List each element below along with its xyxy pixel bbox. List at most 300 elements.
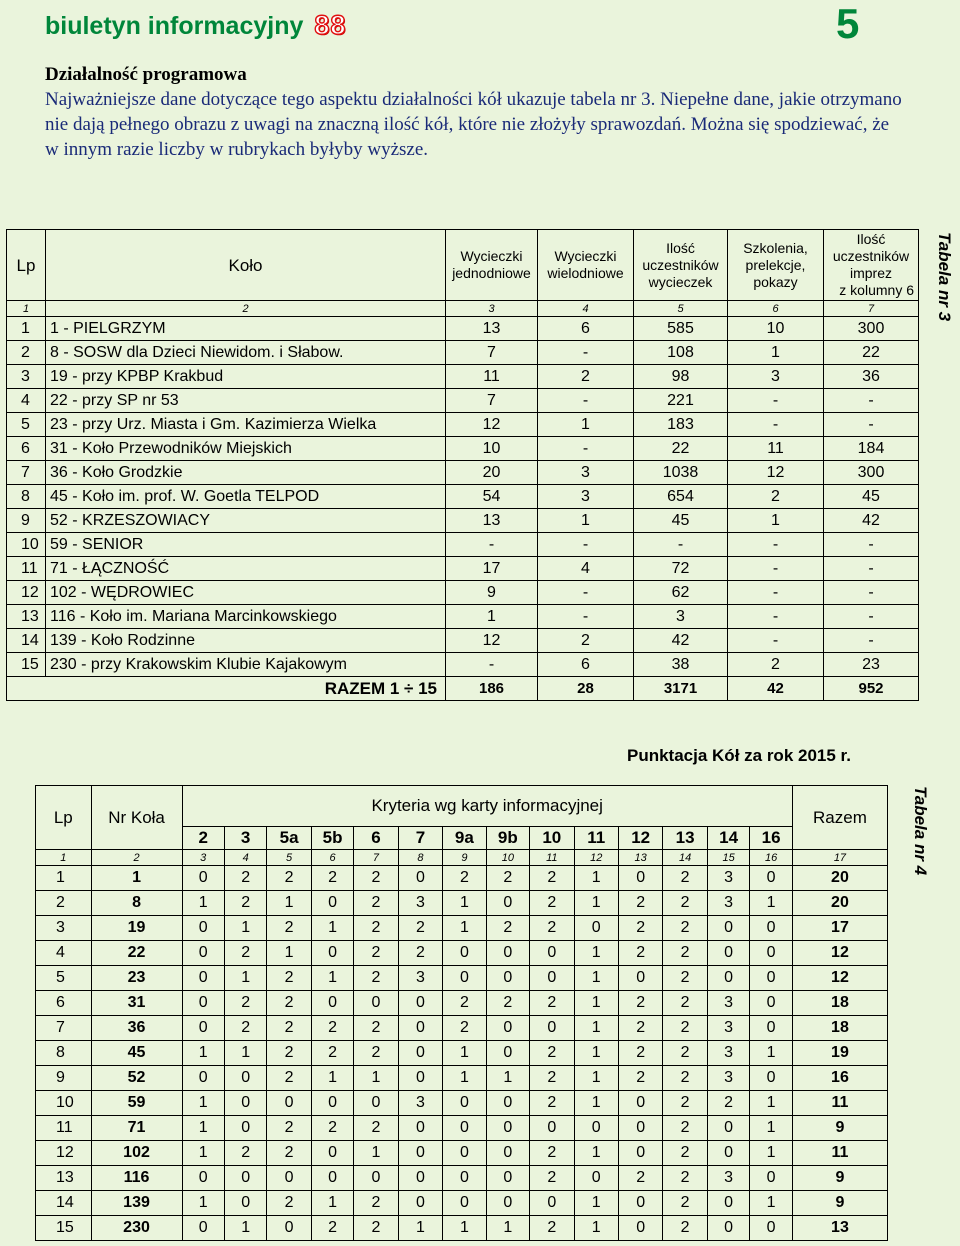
column-number-cell: 10 bbox=[486, 850, 529, 866]
criteria-column-header: 12 bbox=[618, 827, 662, 850]
score-cell: 0 bbox=[267, 1166, 311, 1191]
value-cell: 38 bbox=[634, 653, 728, 677]
value-cell: - bbox=[824, 581, 919, 605]
score-cell: 0 bbox=[707, 1216, 749, 1241]
table-row bbox=[36, 916, 888, 941]
criteria-column-header: 6 bbox=[354, 827, 398, 850]
value-cell: - bbox=[824, 413, 919, 437]
club-name-cell: 59 - SENIOR bbox=[46, 533, 446, 557]
table-4-side-label: Tabela nr 4 bbox=[911, 786, 930, 876]
score-cell: 2 bbox=[663, 1216, 707, 1241]
score-cell: 0 bbox=[618, 1216, 662, 1241]
score-cell: 2 bbox=[618, 916, 662, 941]
table-row bbox=[36, 1041, 888, 1066]
value-cell: 3 bbox=[634, 605, 728, 629]
score-cell: 0 bbox=[182, 966, 224, 991]
table-row bbox=[7, 461, 919, 485]
criteria-column-header: 10 bbox=[530, 827, 574, 850]
score-cell: 2 bbox=[398, 916, 442, 941]
score-cell: 2 bbox=[663, 1041, 707, 1066]
score-cell: 2 bbox=[663, 1166, 707, 1191]
score-cell: 2 bbox=[443, 866, 486, 891]
table-row bbox=[36, 1216, 888, 1241]
value-cell: 654 bbox=[634, 485, 728, 509]
score-cell: 0 bbox=[224, 1066, 266, 1091]
sum-cell: 9 bbox=[792, 1191, 887, 1216]
club-number-cell: 230 bbox=[91, 1216, 182, 1241]
row-number-cell: 3 bbox=[7, 365, 46, 389]
row-number-cell: 2 bbox=[36, 891, 92, 916]
score-cell: 0 bbox=[354, 1091, 398, 1116]
score-cell: 0 bbox=[707, 916, 749, 941]
row-number-cell: 10 bbox=[36, 1091, 92, 1116]
value-cell: 72 bbox=[634, 557, 728, 581]
score-cell: 2 bbox=[267, 1141, 311, 1166]
row-number-cell: 3 bbox=[36, 916, 92, 941]
score-cell: 0 bbox=[224, 1091, 266, 1116]
table-row bbox=[7, 653, 919, 677]
value-cell: - bbox=[824, 557, 919, 581]
score-cell: 1 bbox=[182, 1191, 224, 1216]
score-cell: 0 bbox=[182, 1216, 224, 1241]
score-cell: 1 bbox=[750, 1116, 793, 1141]
club-number-cell: 19 bbox=[91, 916, 182, 941]
score-cell: 2 bbox=[663, 1066, 707, 1091]
column-number-cell: 11 bbox=[530, 850, 574, 866]
score-cell: 2 bbox=[267, 991, 311, 1016]
column-number-cell: 1 bbox=[7, 301, 46, 317]
row-number-cell: 6 bbox=[36, 991, 92, 1016]
value-cell: 11 bbox=[728, 437, 824, 461]
sum-cell: 12 bbox=[792, 941, 887, 966]
score-cell: 0 bbox=[443, 1141, 486, 1166]
column-number-cell: 7 bbox=[824, 301, 919, 317]
table-row bbox=[7, 509, 919, 533]
value-cell: 42 bbox=[824, 509, 919, 533]
column-number-cell: 8 bbox=[398, 850, 442, 866]
value-cell: 10 bbox=[728, 317, 824, 341]
column-number-cell: 5 bbox=[634, 301, 728, 317]
club-number-cell: 139 bbox=[91, 1191, 182, 1216]
score-cell: 0 bbox=[486, 1191, 529, 1216]
table-4-column-numbers bbox=[36, 850, 888, 866]
score-cell: 0 bbox=[354, 1166, 398, 1191]
score-cell: 0 bbox=[750, 916, 793, 941]
value-cell: - bbox=[538, 605, 634, 629]
row-number-cell: 5 bbox=[36, 966, 92, 991]
sum-cell: 18 bbox=[792, 991, 887, 1016]
score-cell: 1 bbox=[574, 866, 618, 891]
score-cell: 1 bbox=[224, 1041, 266, 1066]
value-cell: 13 bbox=[446, 509, 538, 533]
criteria-column-header: 13 bbox=[663, 827, 707, 850]
score-cell: 2 bbox=[530, 1091, 574, 1116]
score-cell: 1 bbox=[574, 966, 618, 991]
score-cell: 1 bbox=[443, 916, 486, 941]
score-cell: 1 bbox=[574, 1141, 618, 1166]
score-cell: 2 bbox=[530, 1041, 574, 1066]
score-cell: 0 bbox=[182, 1166, 224, 1191]
value-cell: 585 bbox=[634, 317, 728, 341]
row-number-cell: 5 bbox=[7, 413, 46, 437]
row-number-cell: 1 bbox=[7, 317, 46, 341]
score-cell: 3 bbox=[398, 891, 442, 916]
value-cell: 62 bbox=[634, 581, 728, 605]
score-cell: 2 bbox=[443, 1016, 486, 1041]
score-cell: 0 bbox=[574, 1116, 618, 1141]
bulletin-title-text: biuletyn informacyjny bbox=[45, 12, 304, 40]
value-cell: 6 bbox=[538, 653, 634, 677]
lp-header: Lp bbox=[36, 786, 92, 850]
score-cell: 0 bbox=[618, 1141, 662, 1166]
score-cell: 2 bbox=[530, 891, 574, 916]
value-cell: 221 bbox=[634, 389, 728, 413]
club-name-cell: 22 - przy SP nr 53 bbox=[46, 389, 446, 413]
score-cell: 2 bbox=[663, 1016, 707, 1041]
column-number-cell: 3 bbox=[182, 850, 224, 866]
club-number-cell: 116 bbox=[91, 1166, 182, 1191]
score-cell: 2 bbox=[663, 891, 707, 916]
sum-cell: 13 bbox=[792, 1216, 887, 1241]
score-cell: 0 bbox=[398, 1166, 442, 1191]
club-name-cell: 1 - PIELGRZYM bbox=[46, 317, 446, 341]
club-number-cell: 23 bbox=[91, 966, 182, 991]
score-cell: 0 bbox=[398, 991, 442, 1016]
sum-cell: 9 bbox=[792, 1116, 887, 1141]
row-number-cell: 11 bbox=[7, 557, 46, 581]
table-row bbox=[36, 866, 888, 891]
score-cell: 0 bbox=[398, 866, 442, 891]
value-cell: - bbox=[728, 581, 824, 605]
score-cell: 0 bbox=[530, 1191, 574, 1216]
column-number-cell: 7 bbox=[354, 850, 398, 866]
score-cell: 1 bbox=[398, 1216, 442, 1241]
page-number: 5 bbox=[836, 0, 860, 47]
score-cell: 2 bbox=[354, 916, 398, 941]
value-cell: 42 bbox=[634, 629, 728, 653]
score-cell: 1 bbox=[311, 1191, 353, 1216]
row-number-cell: 14 bbox=[7, 629, 46, 653]
score-cell: 0 bbox=[574, 1166, 618, 1191]
row-number-cell: 9 bbox=[36, 1066, 92, 1091]
table-3-header-note: z kolumny 6 bbox=[839, 282, 914, 298]
row-number-cell: 15 bbox=[7, 653, 46, 677]
score-cell: 2 bbox=[663, 1191, 707, 1216]
row-number-cell: 13 bbox=[36, 1166, 92, 1191]
score-cell: 1 bbox=[750, 1041, 793, 1066]
score-cell: 0 bbox=[486, 1016, 529, 1041]
column-number-cell: 6 bbox=[311, 850, 353, 866]
table-3-header-cell bbox=[538, 230, 634, 301]
table-3-header-text: Wycieczki wielodniowe bbox=[547, 248, 624, 281]
score-cell: 0 bbox=[618, 1191, 662, 1216]
column-number-cell: 9 bbox=[443, 850, 486, 866]
table-3-header-cell bbox=[728, 230, 824, 301]
score-cell: 1 bbox=[574, 1016, 618, 1041]
score-cell: 2 bbox=[530, 866, 574, 891]
score-cell: 0 bbox=[267, 1216, 311, 1241]
score-cell: 1 bbox=[311, 1066, 353, 1091]
score-cell: 0 bbox=[398, 1116, 442, 1141]
score-cell: 2 bbox=[267, 1191, 311, 1216]
score-cell: 2 bbox=[663, 991, 707, 1016]
score-cell: 0 bbox=[182, 916, 224, 941]
score-cell: 1 bbox=[354, 1141, 398, 1166]
value-cell: 23 bbox=[824, 653, 919, 677]
table-3-header-text: Ilość uczestników wycieczek bbox=[642, 239, 719, 290]
score-cell: 3 bbox=[707, 1016, 749, 1041]
score-cell: 2 bbox=[707, 1091, 749, 1116]
score-cell: 3 bbox=[398, 1091, 442, 1116]
score-cell: 0 bbox=[398, 1141, 442, 1166]
table-3-header-text: Ilość uczestników imprez bbox=[832, 231, 910, 281]
score-cell: 2 bbox=[618, 1016, 662, 1041]
score-cell: 2 bbox=[224, 866, 266, 891]
value-cell: - bbox=[538, 341, 634, 365]
club-name-cell: 139 - Koło Rodzinne bbox=[46, 629, 446, 653]
score-cell: 1 bbox=[224, 916, 266, 941]
score-cell: 0 bbox=[182, 941, 224, 966]
score-cell: 0 bbox=[398, 1191, 442, 1216]
table-row bbox=[36, 1091, 888, 1116]
score-cell: 3 bbox=[707, 1041, 749, 1066]
intro-paragraph: Najważniejsze dane dotyczące tego aspektu działalności kół ukazuje tabela nr 3. Niepełne dane, jakie otrzymano nie dają pełnego obrazu z uwagi na znaczną ilość kół, które nie złożyły sprawozdań. Można się spodziewać, że w innym razie liczby w rubrykach byłyby wyższe. bbox=[45, 89, 902, 160]
total-value-cell: 952 bbox=[824, 677, 919, 701]
table-row bbox=[36, 991, 888, 1016]
club-number-cell: 22 bbox=[91, 941, 182, 966]
score-cell: 0 bbox=[574, 916, 618, 941]
value-cell: 2 bbox=[538, 365, 634, 389]
score-cell: 1 bbox=[574, 1041, 618, 1066]
score-cell: 2 bbox=[486, 866, 529, 891]
score-cell: 0 bbox=[486, 1041, 529, 1066]
value-cell: - bbox=[538, 437, 634, 461]
table-3-header-text: Szkolenia, prelekcje, pokazy bbox=[743, 239, 808, 290]
table-row bbox=[7, 413, 919, 437]
bulletin-title bbox=[45, 10, 346, 41]
score-cell: 1 bbox=[486, 1066, 529, 1091]
total-value-cell: 186 bbox=[446, 677, 538, 701]
criteria-header: Kryteria wg karty informacyjnej bbox=[182, 786, 792, 827]
score-cell: 2 bbox=[663, 916, 707, 941]
value-cell: - bbox=[824, 629, 919, 653]
score-cell: 2 bbox=[354, 1191, 398, 1216]
score-cell: 0 bbox=[182, 1016, 224, 1041]
score-cell: 1 bbox=[574, 1191, 618, 1216]
score-cell: 3 bbox=[707, 1166, 749, 1191]
table-row bbox=[7, 389, 919, 413]
score-cell: 0 bbox=[224, 1116, 266, 1141]
table-row bbox=[7, 533, 919, 557]
score-cell: 0 bbox=[707, 1116, 749, 1141]
row-number-cell: 11 bbox=[36, 1116, 92, 1141]
table-4-caption: Punktacja Kół za rok 2015 r. bbox=[627, 746, 851, 765]
score-cell: 1 bbox=[182, 1041, 224, 1066]
score-cell: 2 bbox=[663, 1091, 707, 1116]
score-cell: 2 bbox=[618, 941, 662, 966]
score-cell: 0 bbox=[311, 941, 353, 966]
table-row bbox=[36, 1116, 888, 1141]
score-cell: 2 bbox=[443, 991, 486, 1016]
score-cell: 0 bbox=[486, 1116, 529, 1141]
table-3-header-text: Wycieczki jednodniowe bbox=[452, 248, 531, 281]
value-cell: 54 bbox=[446, 485, 538, 509]
score-cell: 2 bbox=[663, 866, 707, 891]
row-number-cell: 1 bbox=[36, 866, 92, 891]
score-cell: 2 bbox=[530, 1166, 574, 1191]
value-cell: 1 bbox=[538, 509, 634, 533]
score-cell: 0 bbox=[443, 941, 486, 966]
score-cell: 2 bbox=[224, 941, 266, 966]
column-number-cell: 2 bbox=[46, 301, 446, 317]
score-cell: 2 bbox=[663, 966, 707, 991]
club-number-cell: 52 bbox=[91, 1066, 182, 1091]
sum-cell: 17 bbox=[792, 916, 887, 941]
score-cell: 2 bbox=[311, 866, 353, 891]
score-cell: 0 bbox=[530, 1016, 574, 1041]
sum-cell: 11 bbox=[792, 1091, 887, 1116]
club-number-cell: 45 bbox=[91, 1041, 182, 1066]
score-cell: 0 bbox=[618, 966, 662, 991]
table-3-body bbox=[7, 230, 919, 701]
criteria-column-header: 16 bbox=[750, 827, 793, 850]
criteria-column-header: 9b bbox=[486, 827, 529, 850]
score-cell: 0 bbox=[618, 1116, 662, 1141]
score-cell: 0 bbox=[224, 1191, 266, 1216]
score-cell: 0 bbox=[618, 866, 662, 891]
value-cell: 1 bbox=[446, 605, 538, 629]
row-number-cell: 14 bbox=[36, 1191, 92, 1216]
club-number-header: Nr Koła bbox=[91, 786, 182, 850]
value-cell: - bbox=[728, 557, 824, 581]
score-cell: 2 bbox=[486, 991, 529, 1016]
score-cell: 2 bbox=[224, 891, 266, 916]
score-cell: 2 bbox=[618, 991, 662, 1016]
column-number-cell: 13 bbox=[618, 850, 662, 866]
table-3 bbox=[6, 229, 919, 701]
score-cell: 0 bbox=[486, 966, 529, 991]
value-cell: - bbox=[728, 533, 824, 557]
score-cell: 2 bbox=[398, 941, 442, 966]
table-row bbox=[36, 966, 888, 991]
value-cell: 22 bbox=[824, 341, 919, 365]
column-number-cell: 17 bbox=[792, 850, 887, 866]
total-value-cell: 3171 bbox=[634, 677, 728, 701]
score-cell: 2 bbox=[618, 1041, 662, 1066]
club-name-cell: 23 - przy Urz. Miasta i Gm. Kazimierza Wielka bbox=[46, 413, 446, 437]
score-cell: 2 bbox=[530, 1141, 574, 1166]
score-cell: 1 bbox=[574, 941, 618, 966]
score-cell: 0 bbox=[707, 941, 749, 966]
score-cell: 0 bbox=[530, 1116, 574, 1141]
value-cell: 6 bbox=[538, 317, 634, 341]
score-cell: 0 bbox=[443, 1091, 486, 1116]
value-cell: 300 bbox=[824, 317, 919, 341]
value-cell: - bbox=[728, 629, 824, 653]
column-number-cell: 3 bbox=[446, 301, 538, 317]
value-cell: 7 bbox=[446, 341, 538, 365]
table-row bbox=[36, 941, 888, 966]
score-cell: 2 bbox=[267, 1116, 311, 1141]
table-3-header-cell bbox=[46, 230, 446, 301]
score-cell: 1 bbox=[574, 1091, 618, 1116]
score-cell: 2 bbox=[311, 1116, 353, 1141]
score-cell: 2 bbox=[354, 1216, 398, 1241]
value-cell: - bbox=[728, 605, 824, 629]
sum-cell: 19 bbox=[792, 1041, 887, 1066]
score-cell: 0 bbox=[311, 891, 353, 916]
total-label: RAZEM 1 ÷ 15 bbox=[7, 677, 446, 701]
score-cell: 0 bbox=[750, 1066, 793, 1091]
score-cell: 2 bbox=[267, 866, 311, 891]
value-cell: - bbox=[634, 533, 728, 557]
club-name-cell: 52 - KRZESZOWIACY bbox=[46, 509, 446, 533]
table-3-total-row bbox=[7, 677, 919, 701]
sum-cell: 9 bbox=[792, 1166, 887, 1191]
score-cell: 0 bbox=[530, 966, 574, 991]
value-cell: 20 bbox=[446, 461, 538, 485]
row-number-cell: 12 bbox=[7, 581, 46, 605]
score-cell: 3 bbox=[398, 966, 442, 991]
score-cell: 0 bbox=[486, 891, 529, 916]
table-3-header-cell bbox=[824, 230, 919, 301]
score-cell: 1 bbox=[182, 1091, 224, 1116]
value-cell: 184 bbox=[824, 437, 919, 461]
score-cell: 1 bbox=[443, 891, 486, 916]
score-cell: 0 bbox=[750, 941, 793, 966]
sum-cell: 12 bbox=[792, 966, 887, 991]
score-cell: 2 bbox=[224, 1016, 266, 1041]
row-number-cell: 7 bbox=[36, 1016, 92, 1041]
criteria-column-header: 2 bbox=[182, 827, 224, 850]
score-cell: 2 bbox=[663, 1116, 707, 1141]
value-cell: 45 bbox=[824, 485, 919, 509]
score-cell: 0 bbox=[443, 966, 486, 991]
score-cell: 2 bbox=[224, 991, 266, 1016]
score-cell: 2 bbox=[663, 941, 707, 966]
score-cell: 0 bbox=[182, 1066, 224, 1091]
score-cell: 0 bbox=[750, 1166, 793, 1191]
value-cell: 1 bbox=[728, 341, 824, 365]
row-number-cell: 8 bbox=[36, 1041, 92, 1066]
table-4-header-row bbox=[36, 786, 888, 827]
score-cell: 1 bbox=[750, 1091, 793, 1116]
value-cell: 17 bbox=[446, 557, 538, 581]
score-cell: 2 bbox=[354, 1116, 398, 1141]
value-cell: 2 bbox=[728, 653, 824, 677]
column-number-cell: 12 bbox=[574, 850, 618, 866]
intro-section bbox=[45, 62, 905, 162]
row-number-cell: 10 bbox=[7, 533, 46, 557]
club-number-cell: 71 bbox=[91, 1116, 182, 1141]
row-number-cell: 4 bbox=[7, 389, 46, 413]
value-cell: 183 bbox=[634, 413, 728, 437]
table-row bbox=[7, 341, 919, 365]
club-name-cell: 19 - przy KPBP Krakbud bbox=[46, 365, 446, 389]
score-cell: 0 bbox=[750, 1016, 793, 1041]
score-cell: 2 bbox=[267, 916, 311, 941]
score-cell: 2 bbox=[530, 916, 574, 941]
row-number-cell: 12 bbox=[36, 1141, 92, 1166]
total-value-cell: 28 bbox=[538, 677, 634, 701]
value-cell: - bbox=[538, 533, 634, 557]
table-3-header-text: Koło bbox=[228, 255, 263, 275]
club-number-cell: 1 bbox=[91, 866, 182, 891]
score-cell: 0 bbox=[707, 966, 749, 991]
club-name-cell: 102 - WĘDROWIEC bbox=[46, 581, 446, 605]
row-number-cell: 13 bbox=[7, 605, 46, 629]
score-cell: 2 bbox=[530, 1216, 574, 1241]
